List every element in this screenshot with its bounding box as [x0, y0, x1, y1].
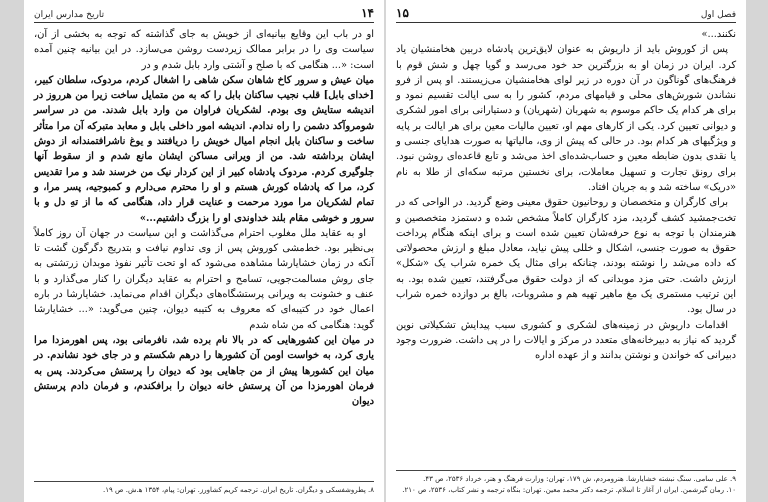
footnote: ۹. علی سامی. سنگ نبشته خشایارشا. هنرومردم، ش ۱۷۹، تهران: وزارت فرهنگ و هنر، خرداد ۲۵۳۶، ص ۴۳.	[423, 475, 736, 483]
right-running-title: فصل اول	[700, 10, 736, 20]
left-page	[24, 0, 384, 502]
right-footnotes	[396, 470, 736, 496]
left-footnotes	[34, 481, 374, 496]
footnote: ۱۰. رمان گیرشمن. ایران از آغاز تا اسلام. ترجمه دکتر محمد معین. تهران: بنگاه ترجمه و نشر کتاب، ۲۵۳۶، ص ۲۱۰.	[402, 486, 736, 494]
left-page-number: ۱۴	[361, 6, 374, 20]
right-paragraph: اقدامات داریوش در زمینه‌های لشکری و کشوری سبب پیدایش تشکیلاتی نوین گردید که نیاز به دبیرخانه‌های متعدد در مرکز و ایالات را در پی داشت. ضرورت وجود دبیرانی که خواندن و نوشتن بدانند و از عهده اداره	[396, 319, 736, 362]
right-page-number: ۱۵	[396, 6, 409, 20]
right-running-head	[396, 4, 736, 23]
left-paragraph: او به عقاید ملل مغلوب احترام می‌گذاشت و این سیاست در جهان آن روز کاملاً بی‌نظیر بود. خط‌مشی کوروش پس از وی تداوم نیافت و بتدریج دگرگون گشت تا آنکه در زمان خشایارشا مشاهده می‌شود که او تحت تأثیر نفوذ موبدان زرتشتی به جای روش مسالمت‌جویی، تسامح و احترام به عقاید دیگران را کنار می‌گذارد و با عنف و خشونت به ویرانی پرستشگاه‌های دیگران اقدام می‌نماید. خشایارشا در باره اعمال خود در کتیبه‌ای که معروف به کتیبه دیوان، چنین می‌گوید: «... خشایارشا گوید: هنگامی که من شاه شدم	[34, 227, 374, 331]
right-page-body	[396, 27, 736, 364]
left-paragraph: او در باب این وقایع بیانیه‌ای از خویش به جای گذاشته که توجه به بخشی از آن، سیاست وی را در برابر ممالک زیردست روشن می‌سازد. در این بیانیه چنین آمده است: «... هنگامی که با صلح و آشتی وارد بابل شدم و در	[34, 29, 374, 71]
left-running-head	[34, 4, 374, 23]
right-paragraph: برای کارگران و متخصصان و روحانیون حقوق معینی وضع گردید. در الواحی که در تخت‌جمشید کشف گردید، مزد کارگران کاملاً مشخص شده و دستمزد متخصصین و هنرمندان با توجه به نوع حرفه‌شان تعیین شده است و برای اینکه هنگام پرداخت حقوق به صورت جنسی، اشکال و خللی پیش نیاید، معادل مبلغ و ارزش محصولاتی که داده می‌شد را نوشته بودند، چنانکه برای مثال یک خمره شراب یک «شکل» ارزش داشت. حتی مزد موبدانی که از دولت حقوق می‌گرفتند، تعیین شده بود. به این ترتیب مستمری یک مغ ماهیر تهیه هم و مشروبات، بالغ بر دوازده خمره شراب در سال بود.	[396, 197, 736, 316]
left-paragraph-quote: در میان این کشورهایی که در بالا نام برده شد، نافرمانی بود، پس اهورمزدا مرا یاری کرد، به خواست اومن آن کشورها را درهم شکستم و در جای خود نشاندم. در میان این کشورها پیش از من جاهایی بود که دیوان را پرستش می‌کردند. پس به فرمان اهورمزدا من آن پرستش خانه دیوان را برافکندم، و فرمان دادم پرستش دیوان	[34, 334, 374, 408]
right-paragraph: نکنند...»	[701, 29, 736, 40]
right-page	[386, 0, 746, 502]
left-page-body	[34, 27, 374, 409]
right-paragraph: پس از کوروش باید از داریوش به عنوان لایق‌ترین پادشاه دربین هخامنشیان یاد کرد. ایران در زمان او به بزرگترین حد خود می‌رسد و گویا چهل و شش قوم با فرهنگ‌های گوناگون در آن دوره در زیر لوای هخامنشیان می‌زیستند. او پس از فرو نشاندن شورش‌های محلی و قیامهای مردم، کشور را به سی ایالت تقسیم نمود و برای هر کدام یک حاکم موسوم به شهربان (شهریان) و دستیارانی برای امور لشکری و دیوانی تعیین کرد. یکی از کارهای مهم او، تعیین مالیات معین برای هر ایالت بر پایه و ویژگیهای هر کدام بود. در حالی که پیش از وی، مالیاتها به صورت هدایای جنسی و یا نقدی بدون ضابطه معین و حساب‌شده‌ای اخذ می‌شد و تابع قاعده‌ای روشن نبود. برای رونق تجارت و تسهیل معاملات، برای نخستین مرتبه سکه‌ای از طلا به نام «دریک» ساخته شد و به جریان افتاد.	[396, 44, 736, 193]
left-paragraph-quote: میان عیش و سرور کاخ شاهان سکن شاهی را اشغال کردم، مردوک، سلطان کبیر، [خدای بابل] قلب نجیب ساکنان بابل را که به من متمایل ساخت زیرا من هرروز در اندیشه ستایش وی بودم. لشکریان فراوان من وارد بابل شدند. من در سراسر شومروآکد دشمن را راه ندادم. اندیشه امور داخلی بابل و معابد متبرکه آن مرا متأثر ساخت و ساکنان بابل انجام امیال خویش را دریافتند و یوغ ناشرافتمندانه از دوش ایشان برداشته شد. من از ویرانی مساکن ایشان مانع شدم و از سقوط آنها جلوگیری کردم. مردوک پادشاه کبیر از این کردار نیک من خرسند شد و مرا تقدیس کرد، مرا که پادشاه کورش هستم و او را محترم می‌دارم و کمبوجیه، پسر مرا، و تمام لشکریان مرا مورد مرحمت و عنایت قرار داد، هنگامی که ما از تهِ دل و با سرور و خوشی مقام بلند خداوندی او را بزرگ داشتیم...»	[34, 74, 374, 224]
footnote: ۸. پطروشفسکی و دیگران. تاریخ ایران. ترجمه کریم کشاورز. تهران: پیام، ۱۳۵۴ ه‍.ش. ص ۱۹.	[103, 486, 374, 494]
left-running-title: تاریخ مدارس ایران	[34, 10, 105, 20]
